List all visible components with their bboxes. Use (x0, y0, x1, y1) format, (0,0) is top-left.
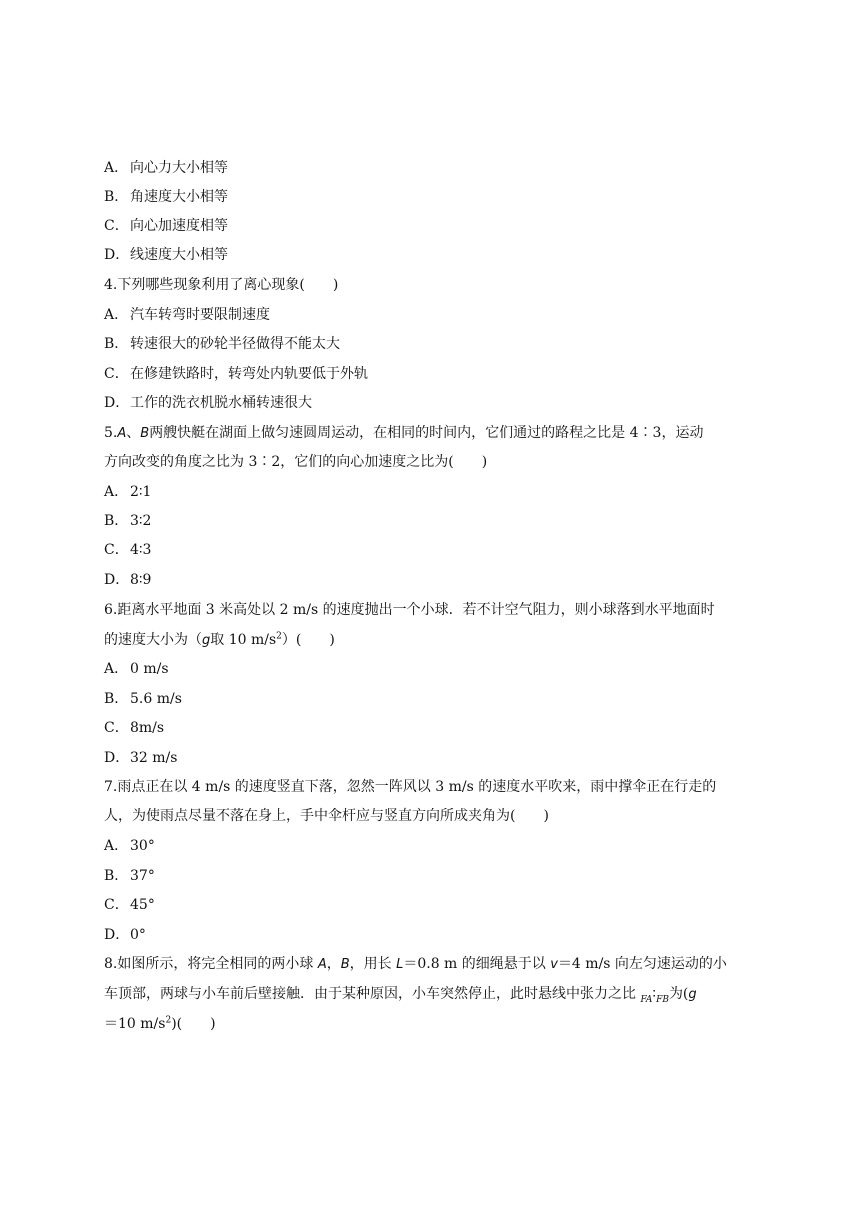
q7-option-d: D．0° (104, 927, 146, 943)
q6-option-a: A． 0 m/s (104, 661, 169, 677)
q8-stem-line2: 车顶部，两球与小车前后壁接触．由于某种原因，小车突然停止，此时悬线中张力之比 $_{FA}∶_{FB}$为(g (104, 986, 697, 1005)
q7-option-a: A． 30° (104, 838, 155, 854)
q7-stem-line2: 人，为使雨点尽量不落在身上，手中伞杆应与竖直方向所成夹角为( ) (104, 808, 549, 824)
q5-stem-line2: 方向改变的角度之比为 3∶2，它们的向心加速度之比为( ) (104, 454, 488, 470)
q3-option-d: D．线速度大小相等 (104, 247, 228, 263)
q7-option-c: C．45° (104, 897, 155, 913)
q5-option-a: A． 2∶1 (104, 484, 152, 500)
q5-stem-line1: 5.A、B两艘快艇在湖面上做匀速圆周运动，在相同的时间内，它们通过的路程之比是 4∶3，运动 (104, 425, 704, 441)
q8-stem-line3: ＝10 $m/s^2$)( ) (104, 1015, 216, 1032)
q4-option-d: D．工作的洗衣机脱水桶转速很大 (104, 395, 312, 411)
q5-option-d: D．8∶9 (104, 572, 152, 588)
q6-option-c: C．8m/s (104, 720, 165, 736)
q4-stem: 4.下列哪些现象利用了离心现象( ) (104, 277, 339, 293)
q6-stem-line2: 的速度大小为（g取 10 $m/s^2$）( ) (104, 631, 335, 648)
q7-stem-line1: 7.雨点正在以 4 m/s 的速度竖直下落，忽然一阵风以 3 m/s 的速度水平吹来，雨中撑伞正在行走的 (104, 779, 717, 795)
q4-option-a: A． 汽车转弯时要限制速度 (104, 307, 270, 323)
q5-option-b: B． 3∶2 (104, 513, 152, 529)
q6-option-b: B． 5.6 m/s (104, 691, 182, 707)
q4-option-c: C．在修建铁路时，转弯处内轨要低于外轨 (104, 366, 368, 382)
q3-option-b: B． 角速度大小相等 (104, 189, 228, 205)
q5-option-c: C．4∶3 (104, 542, 152, 558)
q3-option-a: A． 向心力大小相等 (104, 160, 228, 176)
q4-option-b: B． 转速很大的砂轮半径做得不能太大 (104, 336, 340, 352)
q6-stem-line1: 6.距离水平地面 3 米高处以 2 m/s 的速度抛出一个小球．若不计空气阻力，则小球落到水平地面时 (104, 602, 715, 618)
q3-option-c: C．向心加速度相等 (104, 218, 228, 234)
q8-stem-line1: 8.如图所示，将完全相同的两小球 A，B，用长 L＝0.8 m 的细绳悬于以 v＝4 m/s 向左匀速运动的小 (104, 956, 727, 972)
q6-option-d: D．32 m/s (104, 750, 178, 766)
q7-option-b: B． 37° (104, 868, 155, 884)
